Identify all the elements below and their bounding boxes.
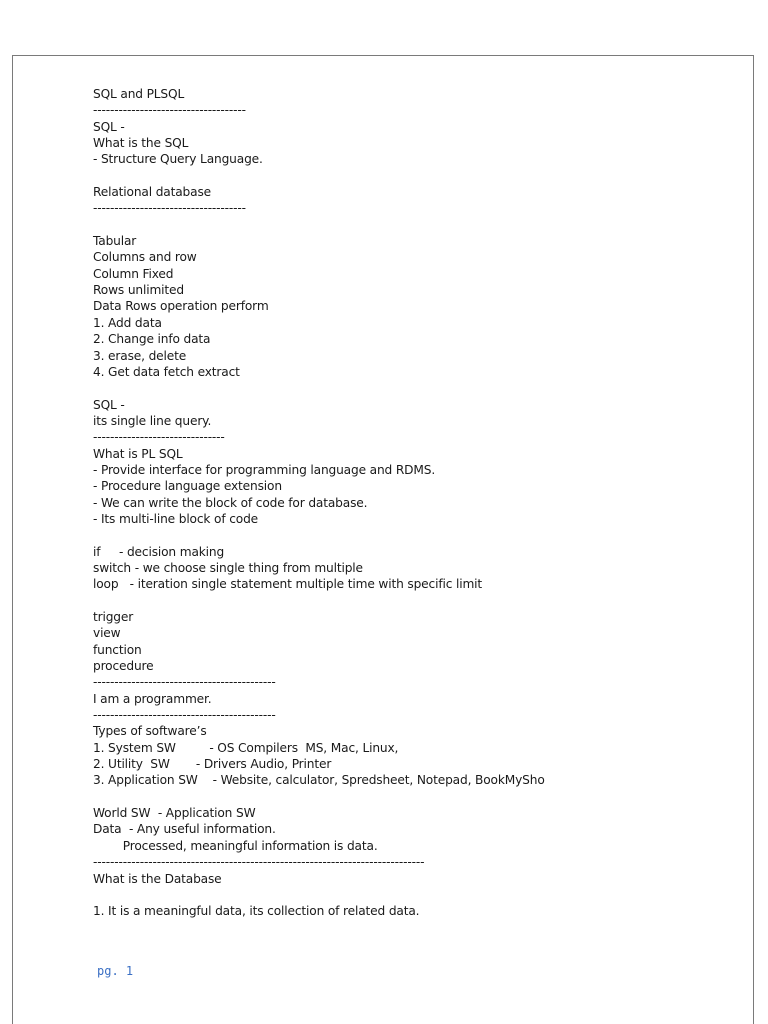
text-line: switch - we choose single thing from multiple	[93, 560, 363, 575]
text-line: SQL -	[93, 397, 125, 412]
text-line: loop - iteration single statement multiple time with specific limit	[93, 577, 483, 592]
section-heading: Types of software’s	[93, 724, 207, 739]
text-line: - Structure Query Language.	[93, 152, 263, 167]
text-line: its single line query.	[93, 413, 212, 428]
separator-line: ------------------------------------	[93, 103, 246, 118]
list-item: 1. Add data	[93, 315, 162, 330]
text-line: Rows unlimited	[93, 283, 184, 298]
text-line: Data - Any useful information.	[93, 822, 276, 837]
text-line: view	[93, 626, 121, 641]
text-line: What is the SQL	[93, 136, 189, 151]
section-heading: Relational database	[93, 185, 212, 200]
text-line: World SW - Application SW	[93, 806, 256, 821]
text-line: Columns and row	[93, 250, 197, 265]
text-line: trigger	[93, 610, 134, 624]
text-line: procedure	[93, 659, 154, 674]
page-number: pg. 1	[97, 964, 134, 978]
document-body	[93, 86, 733, 920]
separator-line: -------------------------------------------	[93, 675, 276, 690]
blank-line	[93, 527, 733, 543]
list-item: 2. Utility SW - Drivers Audio, Printer	[93, 757, 332, 772]
text-line: SQL -	[93, 119, 125, 134]
list-item: 4. Get data fetch extract	[93, 364, 240, 379]
list-item: - Provide interface for programming language and RDMS.	[93, 462, 436, 477]
separator-line: ------------------------------------------------------------------------------	[93, 855, 425, 870]
blank-line	[93, 887, 733, 903]
text-line: Column Fixed	[93, 266, 174, 281]
separator-line: ------------------------------------	[93, 201, 246, 216]
separator-line: -------------------------------------------	[93, 708, 276, 723]
text-line: Data Rows operation perform	[93, 299, 269, 314]
list-item: - Its multi-line block of code	[93, 511, 259, 526]
list-item: - We can write the block of code for database.	[93, 495, 368, 510]
blank-line	[93, 380, 733, 396]
blank-line	[93, 789, 733, 805]
section-heading: What is PL SQL	[93, 446, 183, 461]
text-line: function	[93, 642, 142, 657]
list-item: 3. Application SW - Website, calculator, Spredsheet, Notepad, BookMySho	[93, 773, 545, 788]
list-item: - Procedure language extension	[93, 479, 282, 494]
blank-line	[93, 593, 733, 609]
list-item: 1. System SW - OS Compilers MS, Mac, Linux,	[93, 740, 399, 755]
section-heading: What is the Database	[93, 871, 222, 886]
list-item: 1. It is a meaningful data, its collection of related data.	[93, 904, 420, 919]
text-line: Tabular	[93, 234, 137, 249]
doc-title: SQL and PLSQL	[93, 87, 185, 101]
text-line: Processed, meaningful information is data.	[93, 838, 378, 853]
blank-line	[93, 217, 733, 233]
text-line: I am a programmer.	[93, 691, 212, 706]
separator-line: -------------------------------	[93, 430, 225, 445]
list-item: 3. erase, delete	[93, 348, 187, 363]
list-item: 2. Change info data	[93, 332, 211, 347]
blank-line	[93, 168, 733, 184]
text-line: if - decision making	[93, 544, 225, 559]
